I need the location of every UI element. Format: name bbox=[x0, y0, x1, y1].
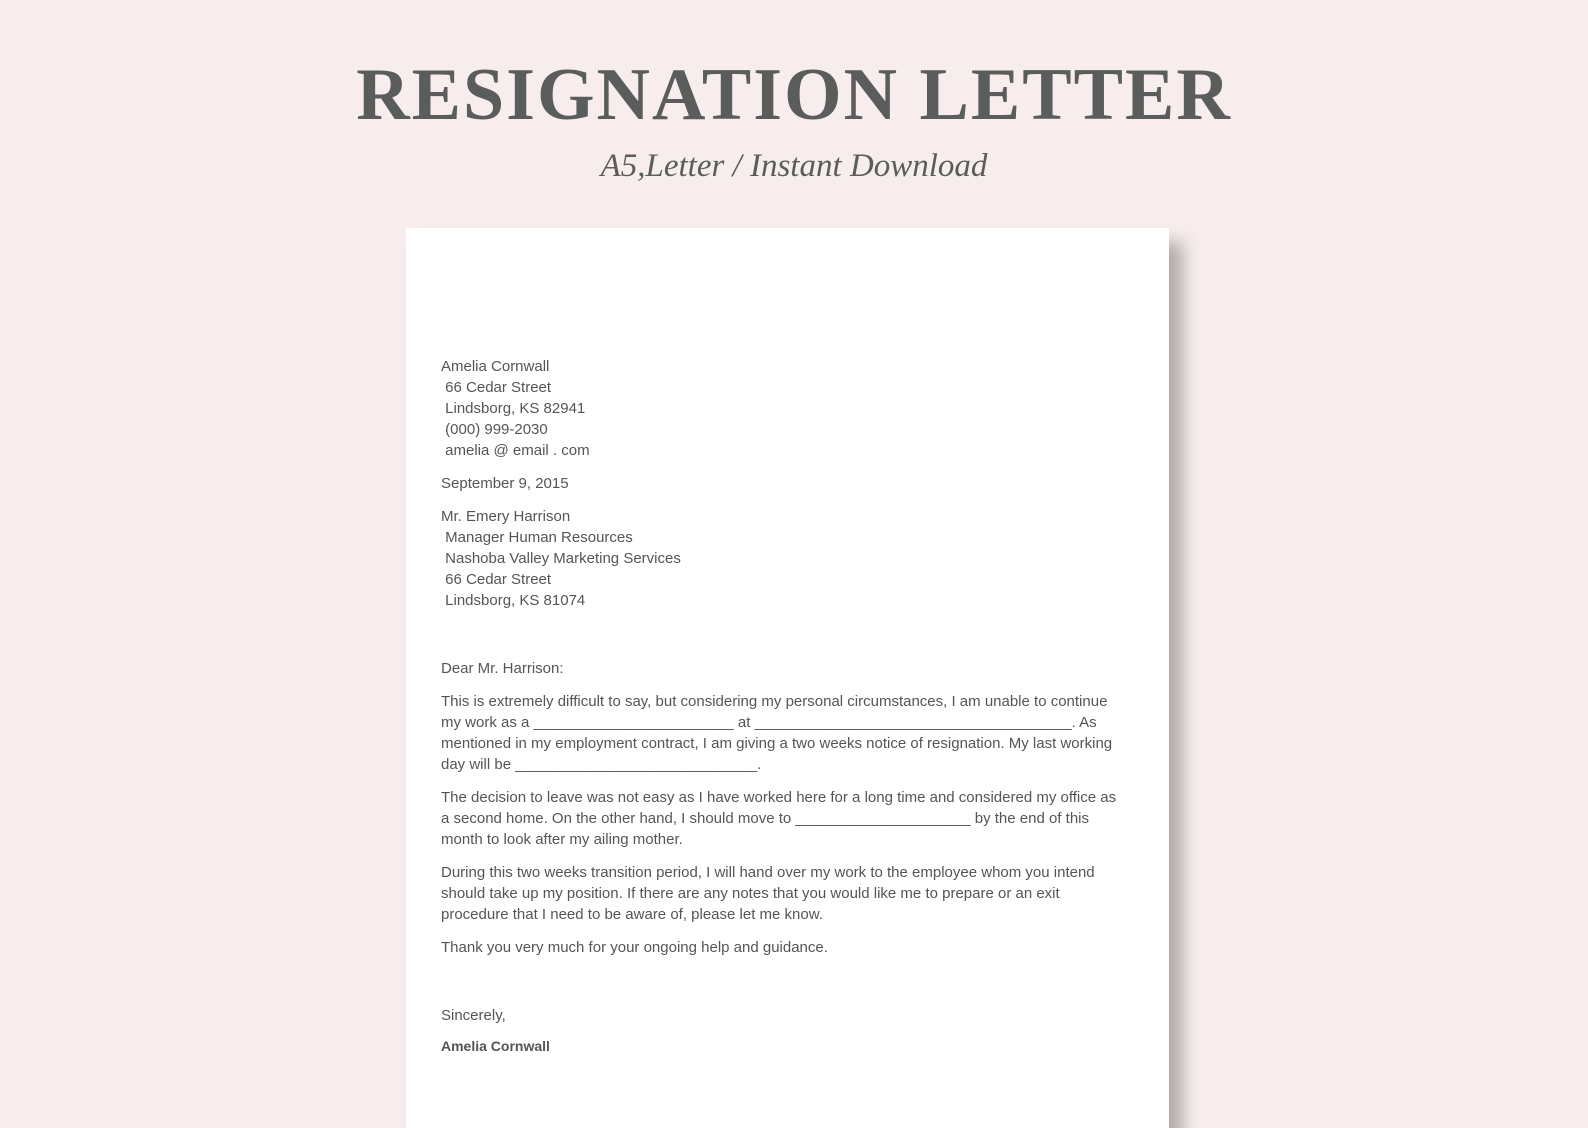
closing: Sincerely, bbox=[441, 1007, 506, 1024]
salutation-block bbox=[441, 658, 1121, 679]
paragraph-line: my work as a ________________________ at ______________________________________. As bbox=[441, 714, 1097, 731]
paragraph-line: a second home. On the other hand, I should move to _____________________ by the end of this bbox=[441, 810, 1089, 827]
salutation: Dear Mr. Harrison: bbox=[441, 660, 564, 677]
paragraph-line: month to look after my ailing mother. bbox=[441, 831, 683, 848]
page-title: RESIGNATION LETTER bbox=[356, 54, 1232, 136]
recipient-address bbox=[441, 506, 1121, 611]
letter-date-block bbox=[441, 473, 1121, 494]
sender-name: Amelia Cornwall bbox=[441, 358, 550, 375]
paragraph-1 bbox=[441, 691, 1121, 775]
recipient-name: Mr. Emery Harrison bbox=[441, 508, 571, 525]
paragraph-line: should take up my position. If there are any notes that you would like me to prepare or an exit bbox=[441, 885, 1060, 902]
paragraph-line: day will be _____________________________. bbox=[441, 756, 762, 773]
recipient-city: Lindsborg, KS 81074 bbox=[441, 592, 586, 609]
paragraph-line: procedure that I need to be aware of, please let me know. bbox=[441, 906, 823, 923]
letter-paper bbox=[406, 228, 1169, 1128]
paragraph-3 bbox=[441, 862, 1121, 925]
closing-block bbox=[441, 1005, 1121, 1057]
sender-email: amelia @ email . com bbox=[441, 442, 590, 459]
paragraph-line: Thank you very much for your ongoing help and guidance. bbox=[441, 939, 828, 956]
page-subtitle: A5,Letter / Instant Download bbox=[600, 148, 988, 184]
letter-date: September 9, 2015 bbox=[441, 475, 569, 492]
sender-street: 66 Cedar Street bbox=[441, 379, 552, 396]
sender-address bbox=[441, 356, 1121, 461]
recipient-title: Manager Human Resources bbox=[441, 529, 633, 546]
paragraph-line: mentioned in my employment contract, I am giving a two weeks notice of resignation. My last working bbox=[441, 735, 1113, 752]
letter-body bbox=[441, 356, 1121, 1057]
paragraph-2 bbox=[441, 787, 1121, 850]
paragraph-line: During this two weeks transition period, I will hand over my work to the employee whom you intend bbox=[441, 864, 1095, 881]
paragraph-4 bbox=[441, 937, 1121, 958]
recipient-street: 66 Cedar Street bbox=[441, 571, 552, 588]
paragraph-line: The decision to leave was not easy as I have worked here for a long time and considered my office as bbox=[441, 789, 1117, 806]
paragraph-line: This is extremely difficult to say, but considering my personal circumstances, I am unable to continue bbox=[441, 693, 1108, 710]
signature-name: Amelia Cornwall bbox=[441, 1038, 550, 1054]
sender-phone: (000) 999-2030 bbox=[441, 421, 548, 438]
recipient-company: Nashoba Valley Marketing Services bbox=[441, 550, 681, 567]
sender-city: Lindsborg, KS 82941 bbox=[441, 400, 586, 417]
